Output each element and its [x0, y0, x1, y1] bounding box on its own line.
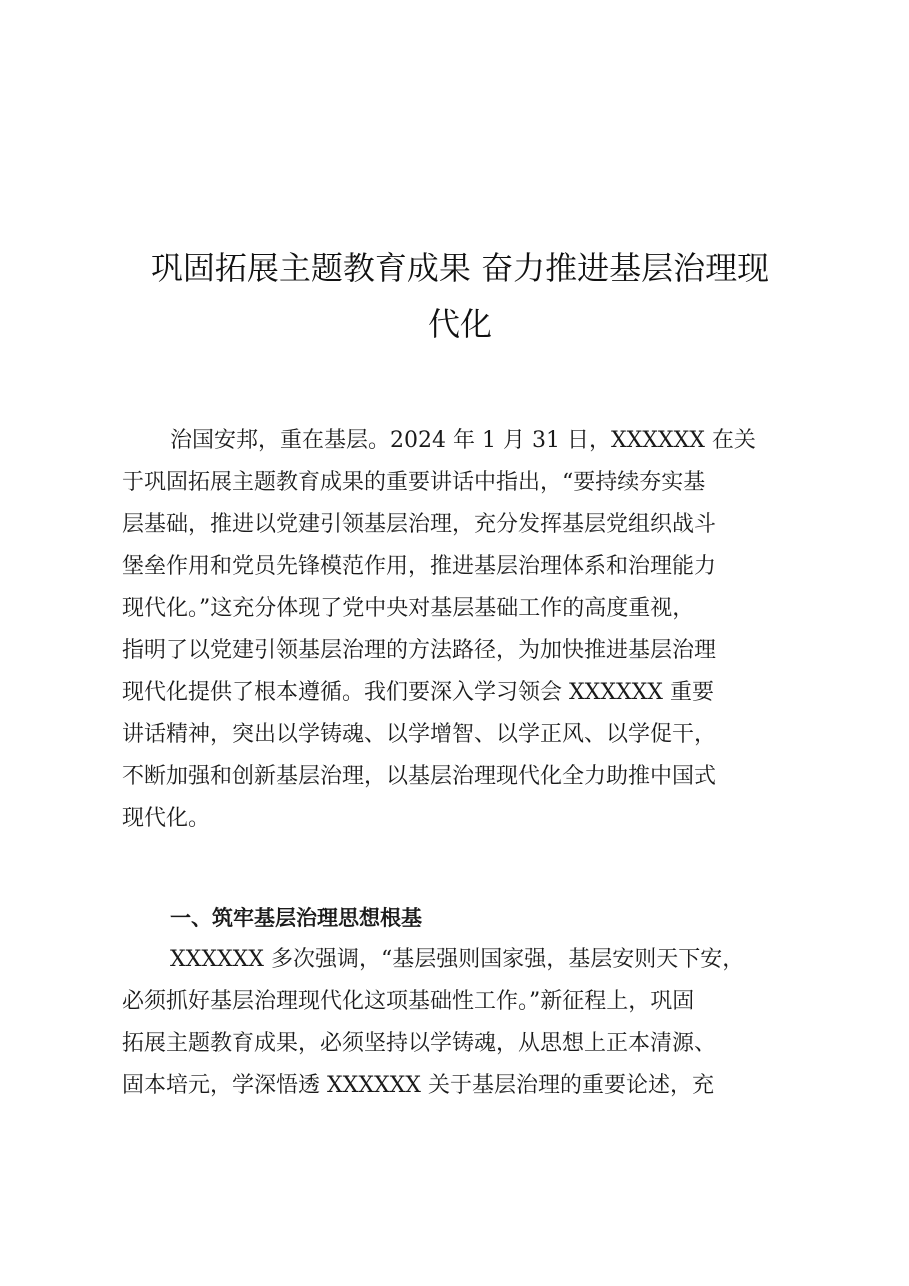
paragraph-intro: [122, 420, 802, 840]
document-title: [100, 240, 820, 352]
paragraph-line: XXXXXX 多次强调，“基层强则国家强，基层安则天下安，: [170, 947, 745, 972]
paragraph-line: 固本培元，学深悟透 XXXXXX 关于基层治理的重要论述，充: [122, 1073, 714, 1098]
paragraph-line: 堡垒作用和党员先锋模范作用，推进基层治理体系和治理能力: [122, 554, 717, 579]
paragraph-line: 讲话精神，突出以学铸魂、以学增智、以学正风、以学促干，: [122, 722, 717, 747]
paragraph-line: 不断加强和创新基层治理，以基层治理现代化全力助推中国式: [122, 764, 717, 789]
title-line-1: 巩固拓展主题教育成果 奋力推进基层治理现: [150, 249, 770, 287]
paragraph-line: 于巩固拓展主题教育成果的重要讲话中指出，“要持续夯实基: [122, 470, 706, 495]
title-line-2: 代化: [427, 305, 492, 343]
paragraph-section-1: [122, 939, 802, 1107]
paragraph-line: 指明了以党建引领基层治理的方法路径，为加快推进基层治理: [122, 638, 717, 663]
section-heading-text: 一、筑牢基层治理思想根基: [170, 906, 422, 930]
paragraph-line: 治国安邦，重在基层。2024 年 1 月 31 日，XXXXXX 在关: [170, 428, 756, 453]
paragraph-line: 现代化。”这充分体现了党中央对基层基础工作的高度重视，: [122, 596, 695, 621]
section-heading: [122, 897, 802, 939]
paragraph-line: 拓展主题教育成果，必须坚持以学铸魂，从思想上正本清源、: [122, 1031, 717, 1056]
paragraph-line: 现代化提供了根本遵循。我们要深入学习领会 XXXXXX 重要: [122, 680, 714, 705]
paragraph-line: 必须抓好基层治理现代化这项基础性工作。”新征程上，巩固: [122, 989, 695, 1014]
paragraph-line: 现代化。: [122, 806, 211, 831]
paragraph-line: 层基础，推进以党建引领基层治理，充分发挥基层党组织战斗: [122, 512, 717, 537]
